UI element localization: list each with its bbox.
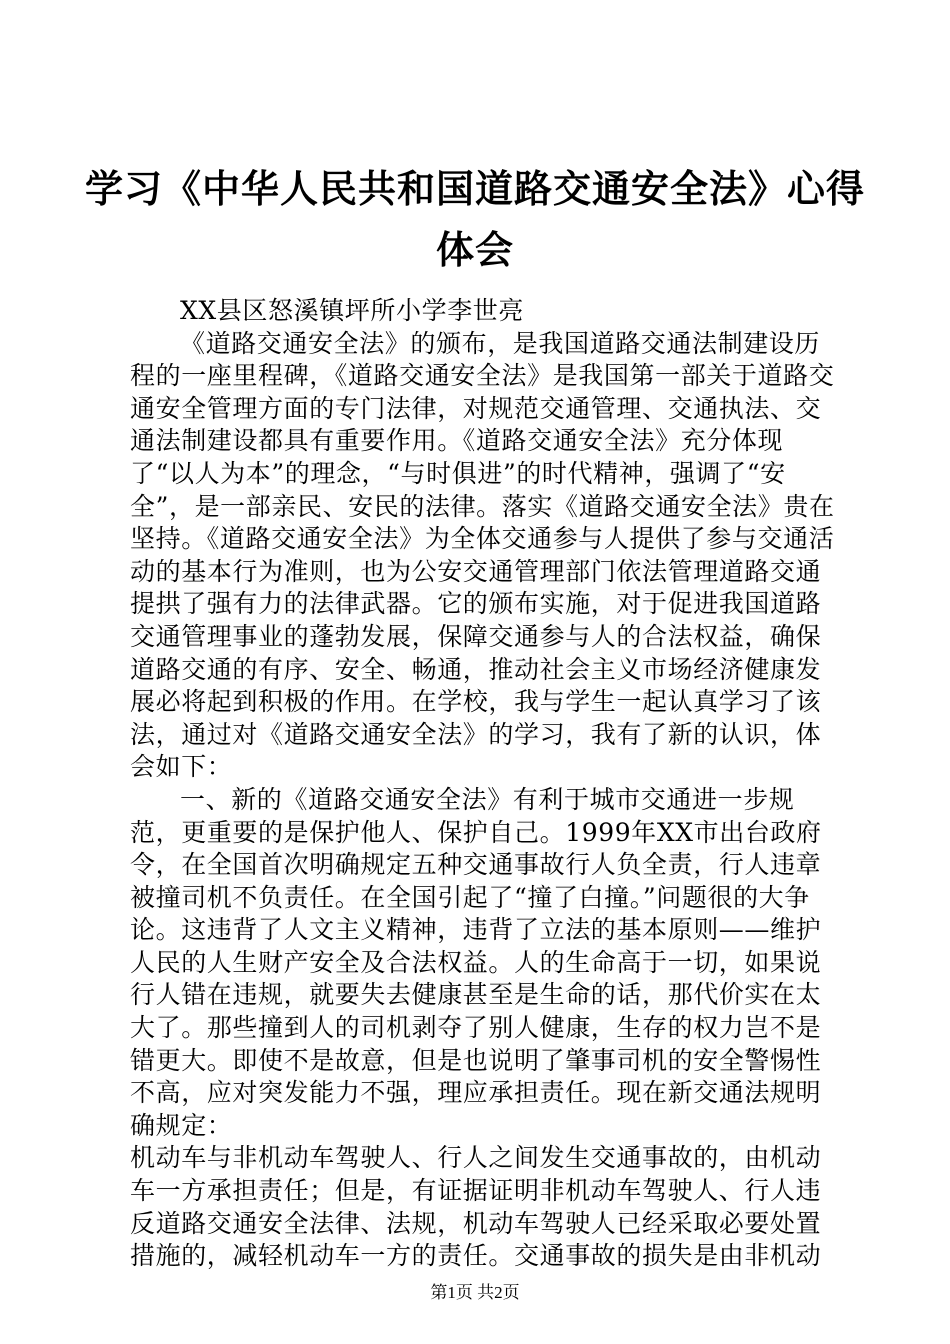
paragraph-intro: 《道路交通安全法》的颁布，是我国道路交通法制建设历程的一座里程碑，《道路交通安全法》是我国第一部关于道路交通安全管理方面的专门法律，对规范交通管理、交通执法、交通法制建设都具有重要作用。《道路交通安全法》充分体现了“以人为本”的理念，“与时俱进”的时代精神，强调了“安全”，是一部亲民、安民的法律。落实《道路交通安全法》贵在坚持。《道路交通安全法》为全体交通参与人提供了参与交通活动的基本行为准则，也为公安交通管理部门依法管理道路交通提拱了强有力的法律武器。它的颁布实施，对于促进我国道路交通管理事业的蓬勃发展，保障交通参与人的合法权益，确保道路交通的有序、安全、畅通，推动社会主义市场经济健康发展必将起到积极的作用。在学校，我与学生一起认真学习了该法，通过对《道路交通安全法》的学习，我有了新的认识，体会如下： xyxy=(130,328,835,782)
page-number-footer: 第1页 共2页 xyxy=(430,1283,520,1302)
page-title-line-1: 学习《中华人民共和国道路交通安全法》心得 xyxy=(84,166,865,211)
author-line: XX县区怒溪镇坪所小学李世亮 xyxy=(180,296,524,325)
paragraph-continuation: 机动车与非机动车驾驶人、行人之间发生交通事故的，由机动车一方承担责任；但是，有证据证明非机动车驾驶人、行人违反道路交通安全法律、法规，机动车驾驶人已经采取必要处置措施的，减轻机动车一方的责任。交通事故的损失是由非机动 xyxy=(130,1143,822,1271)
document-body xyxy=(130,295,840,1273)
page-title-line-2: 体会 xyxy=(435,227,514,272)
paragraph-point-one: 一、新的《道路交通安全法》有利于城市交通进一步规范，更重要的是保护他人、保护自己。1999年XX市出台政府令，在全国首次明确规定五种交通事故行人负全责，行人违章被撞司机不负责任。在全国引起了“撞了白撞。”问题很的大争论。这违背了人文主义精神，违背了立法的基本原则——维护人民的人生财产安全及合法权益。人的生命高于一切，如果说行人错在违规，就要失去健康甚至是生命的话，那代价实在太大了。那些撞到人的司机剥夺了别人健康，生存的权力岂不是错更大。即使不是故意，但是也说明了肇事司机的安全警惕性不高，应对突发能力不强，理应承担责任。现在新交通法规明确规定： xyxy=(130,784,822,1140)
